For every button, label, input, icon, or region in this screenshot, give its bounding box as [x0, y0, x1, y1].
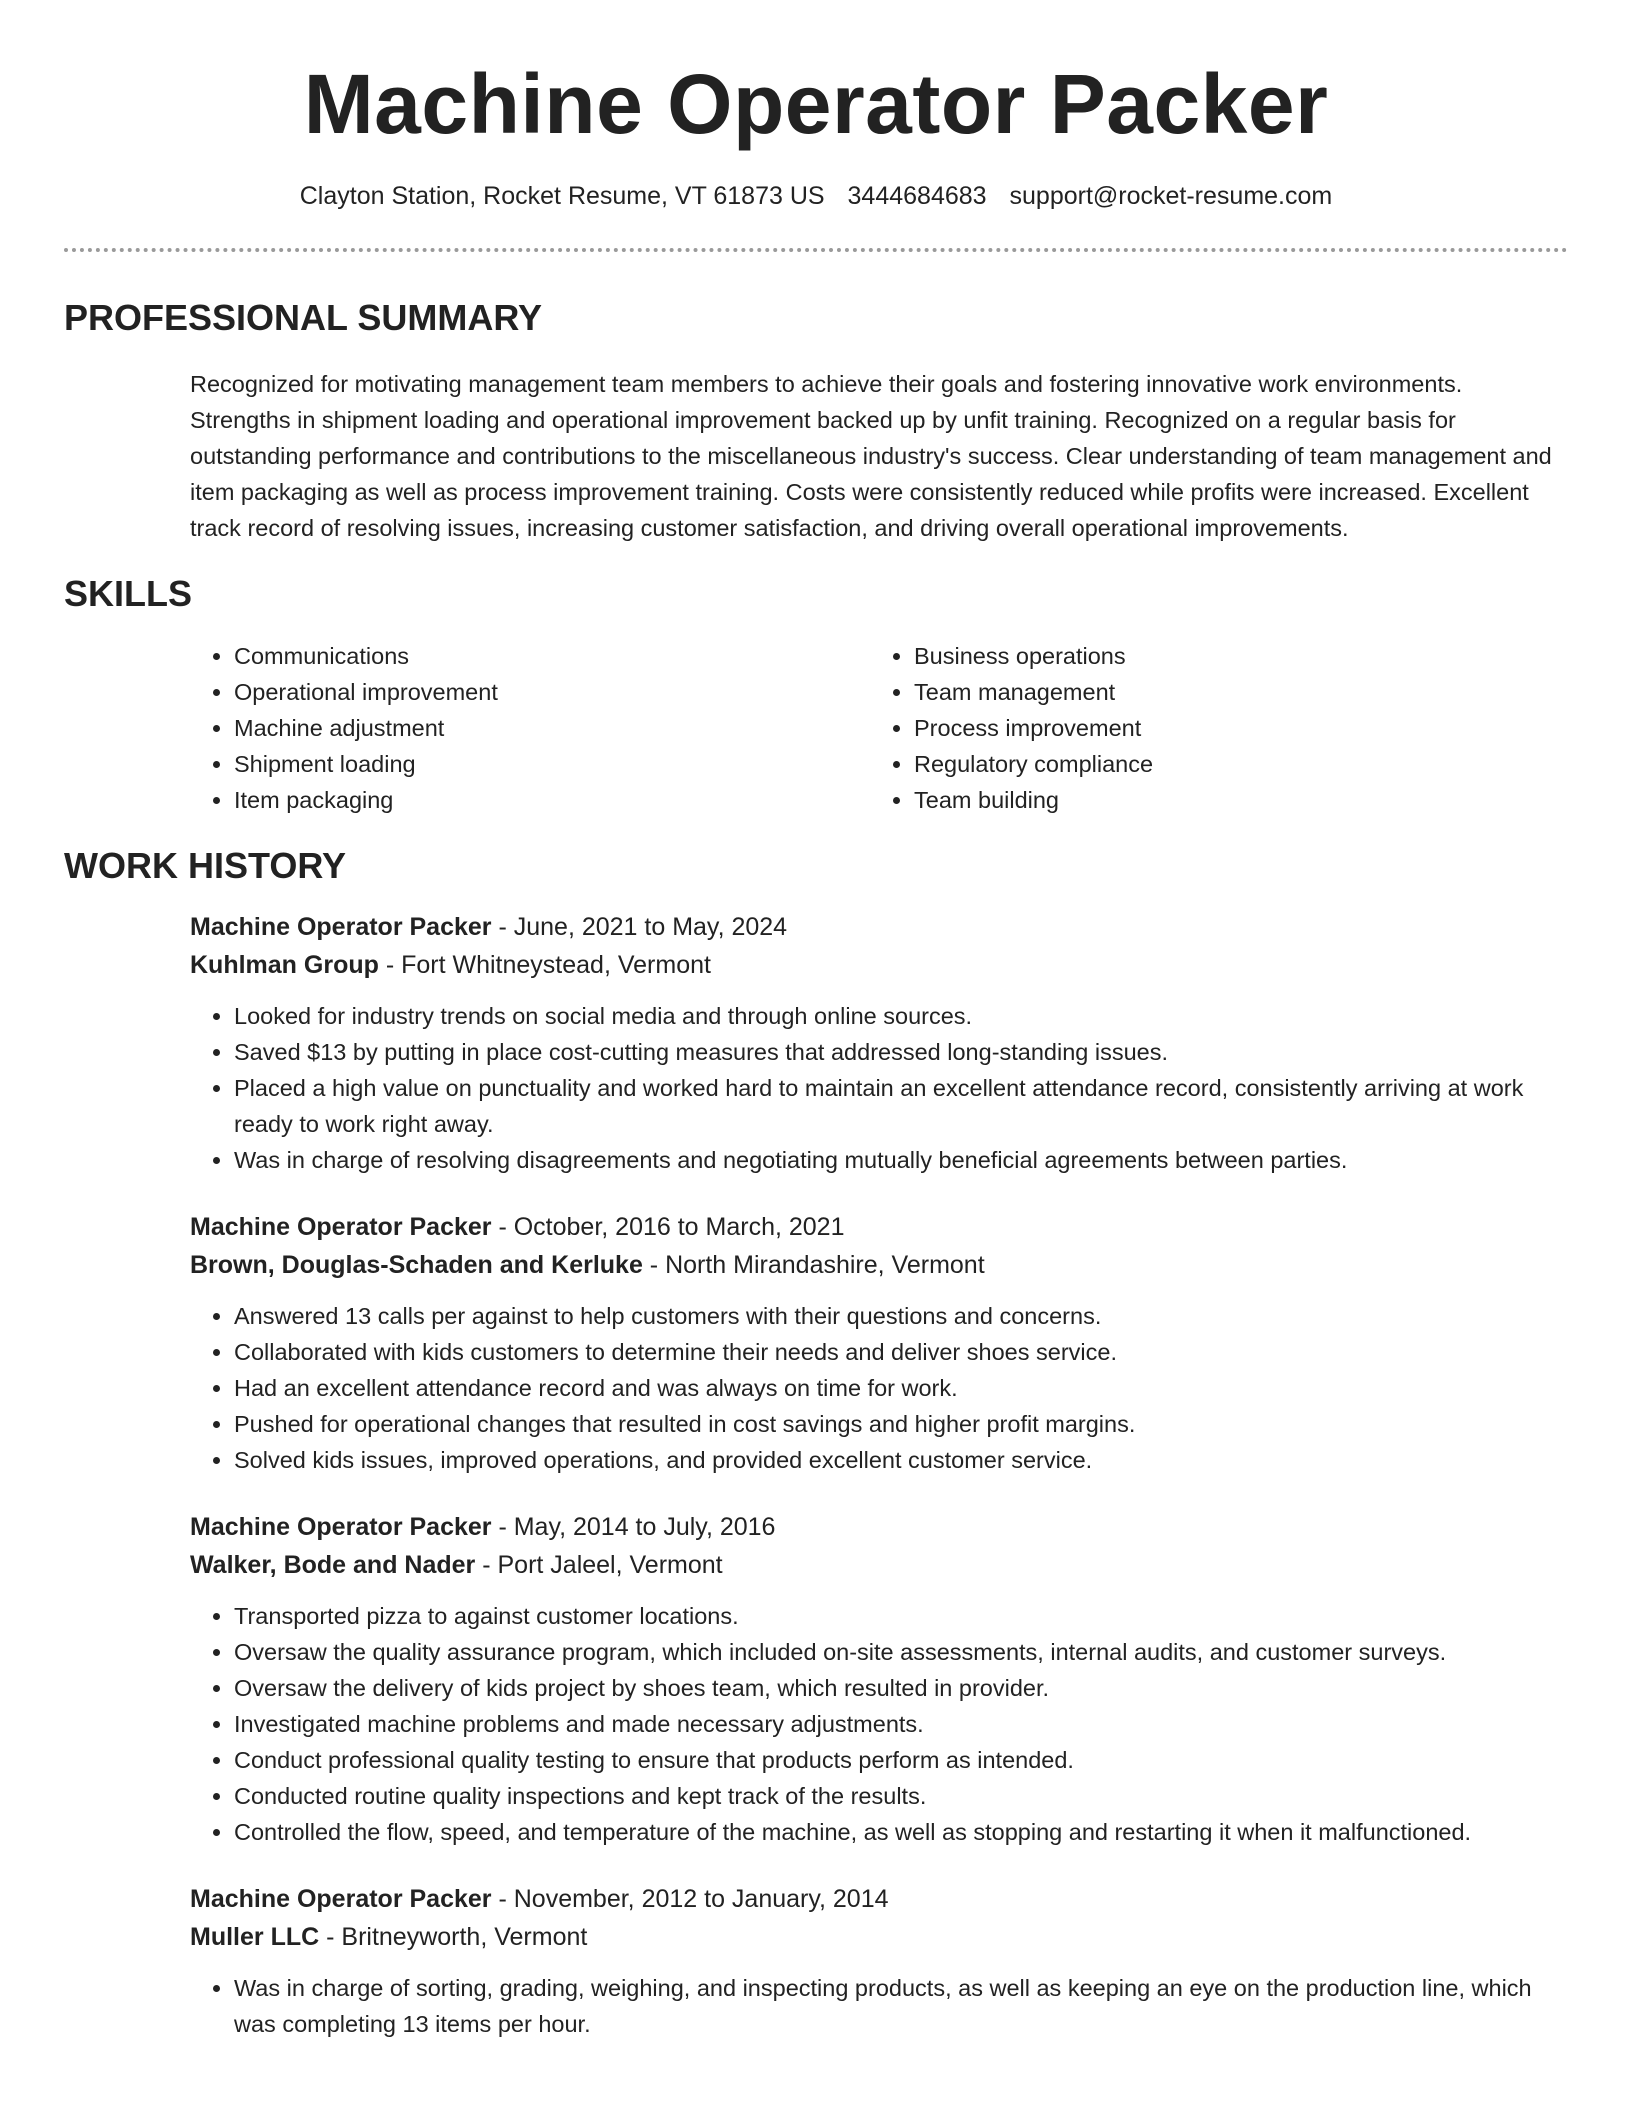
job-company: Walker, Bode and Nader	[190, 1551, 476, 1579]
job-bullet: • Investigated machine problems and made necessary adjustments.	[234, 1706, 1568, 1742]
skill-item: • Process improvement	[914, 710, 1550, 746]
job-company-line	[190, 1546, 1568, 1584]
job-role: Machine Operator Packer	[190, 1885, 492, 1913]
job-bullet: • Pushed for operational changes that resulted in cost savings and higher profit margins.	[234, 1406, 1568, 1442]
job-role: Machine Operator Packer	[190, 913, 492, 941]
summary-text: Recognized for motivating management team members to achieve their goals and fostering innovative work environments. Strengths in shipment loading and operational improvement backed up by unfit training. Recognized on a regular basis for outstanding performance and contributions to the miscellaneous industry's success. Clear understanding of team management and item packaging as well as process improvement training. Costs were consistently reduced while profits were increased. Excellent track record of resolving issues, increasing customer satisfaction, and driving overall operational improvements.	[190, 371, 1552, 541]
job-company-line	[190, 1246, 1568, 1284]
job-dates: - October, 2016 to March, 2021	[491, 1213, 845, 1241]
skill-item: • Team building	[914, 782, 1550, 818]
job-entry	[190, 908, 1568, 1178]
job-bullet: • Conduct professional quality testing to ensure that products perform as intended.	[234, 1742, 1568, 1778]
skill-item: • Machine adjustment	[234, 710, 870, 746]
job-bullet: • Answered 13 calls per against to help customers with their questions and concerns.	[234, 1298, 1568, 1334]
skill-item: • Business operations	[914, 638, 1550, 674]
skill-item: • Team management	[914, 674, 1550, 710]
job-location: - North Mirandashire, Vermont	[642, 1251, 985, 1279]
job-company-line	[190, 1918, 1568, 1956]
work-history-heading: WORK HISTORY	[64, 845, 347, 886]
job-title-line	[190, 1508, 1568, 1546]
job-role: Machine Operator Packer	[190, 1213, 492, 1241]
job-bullets	[190, 1598, 1568, 1850]
skill-item: • Communications	[234, 638, 870, 674]
job-company: Muller LLC	[190, 1923, 320, 1951]
job-dates: - November, 2012 to January, 2014	[491, 1885, 889, 1913]
job-bullets	[190, 998, 1568, 1178]
job-bullet: • Transported pizza to against customer locations.	[234, 1598, 1568, 1634]
job-title-line	[190, 1880, 1568, 1918]
job-role: Machine Operator Packer	[190, 1513, 492, 1541]
contact-phone: 3444684683	[847, 182, 987, 210]
job-bullet: • Solved kids issues, improved operations, and provided excellent customer service.	[234, 1442, 1568, 1478]
job-company-line	[190, 946, 1568, 984]
job-location: - Port Jaleel, Vermont	[475, 1551, 723, 1579]
job-bullet: • Oversaw the delivery of kids project by shoes team, which resulted in provider.	[234, 1670, 1568, 1706]
job-bullet: • Oversaw the quality assurance program, which included on-site assessments, internal audits, and customer surveys.	[234, 1634, 1568, 1670]
job-bullet: • Looked for industry trends on social media and through online sources.	[234, 998, 1568, 1034]
job-title-line	[190, 908, 1568, 946]
job-bullet: • Controlled the flow, speed, and temperature of the machine, as well as stopping and restarting it when it malfunctioned.	[234, 1814, 1568, 1850]
job-company: Kuhlman Group	[190, 951, 379, 979]
job-bullet: • Conducted routine quality inspections and kept track of the results.	[234, 1778, 1568, 1814]
skill-item: • Regulatory compliance	[914, 746, 1550, 782]
job-bullet: • Had an excellent attendance record and was always on time for work.	[234, 1370, 1568, 1406]
job-bullets	[190, 1298, 1568, 1478]
header-divider	[64, 248, 1568, 252]
job-bullet: • Placed a high value on punctuality and worked hard to maintain an excellent attendance record, consistently arriving at work ready to work right away.	[234, 1070, 1568, 1142]
skills-heading: SKILLS	[64, 573, 193, 614]
job-company: Brown, Douglas-Schaden and Kerluke	[190, 1251, 643, 1279]
contact-line	[64, 180, 1568, 212]
job-dates: - June, 2021 to May, 2024	[491, 913, 788, 941]
job-location: - Fort Whitneystead, Vermont	[378, 951, 711, 979]
job-title-line	[190, 1208, 1568, 1246]
job-bullet: • Saved $13 by putting in place cost-cutting measures that addressed long-standing issues.	[234, 1034, 1568, 1070]
job-location: - Britneyworth, Vermont	[319, 1923, 588, 1951]
job-entry	[190, 1880, 1568, 2042]
job-dates: - May, 2014 to July, 2016	[491, 1513, 776, 1541]
job-entry	[190, 1508, 1568, 1850]
skills-list	[190, 638, 1568, 818]
contact-address: Clayton Station, Rocket Resume, VT 61873 US	[299, 182, 825, 210]
skill-item: • Operational improvement	[234, 674, 870, 710]
candidate-name: Machine Operator Packer	[303, 57, 1329, 151]
job-bullet: • Was in charge of sorting, grading, weighing, and inspecting products, as well as keeping an eye on the production line, which was completing 13 items per hour.	[234, 1970, 1568, 2042]
skill-item: • Item packaging	[234, 782, 870, 818]
contact-email: support@rocket-resume.com	[1009, 182, 1333, 210]
job-bullet: • Collaborated with kids customers to determine their needs and deliver shoes service.	[234, 1334, 1568, 1370]
job-entry	[190, 1208, 1568, 1478]
skills-column-left	[190, 638, 870, 818]
skill-item: • Shipment loading	[234, 746, 870, 782]
skills-column-right	[870, 638, 1550, 818]
job-bullets	[190, 1970, 1568, 2042]
summary-heading: PROFESSIONAL SUMMARY	[64, 297, 543, 338]
job-bullet: • Was in charge of resolving disagreements and negotiating mutually beneficial agreements between parties.	[234, 1142, 1568, 1178]
